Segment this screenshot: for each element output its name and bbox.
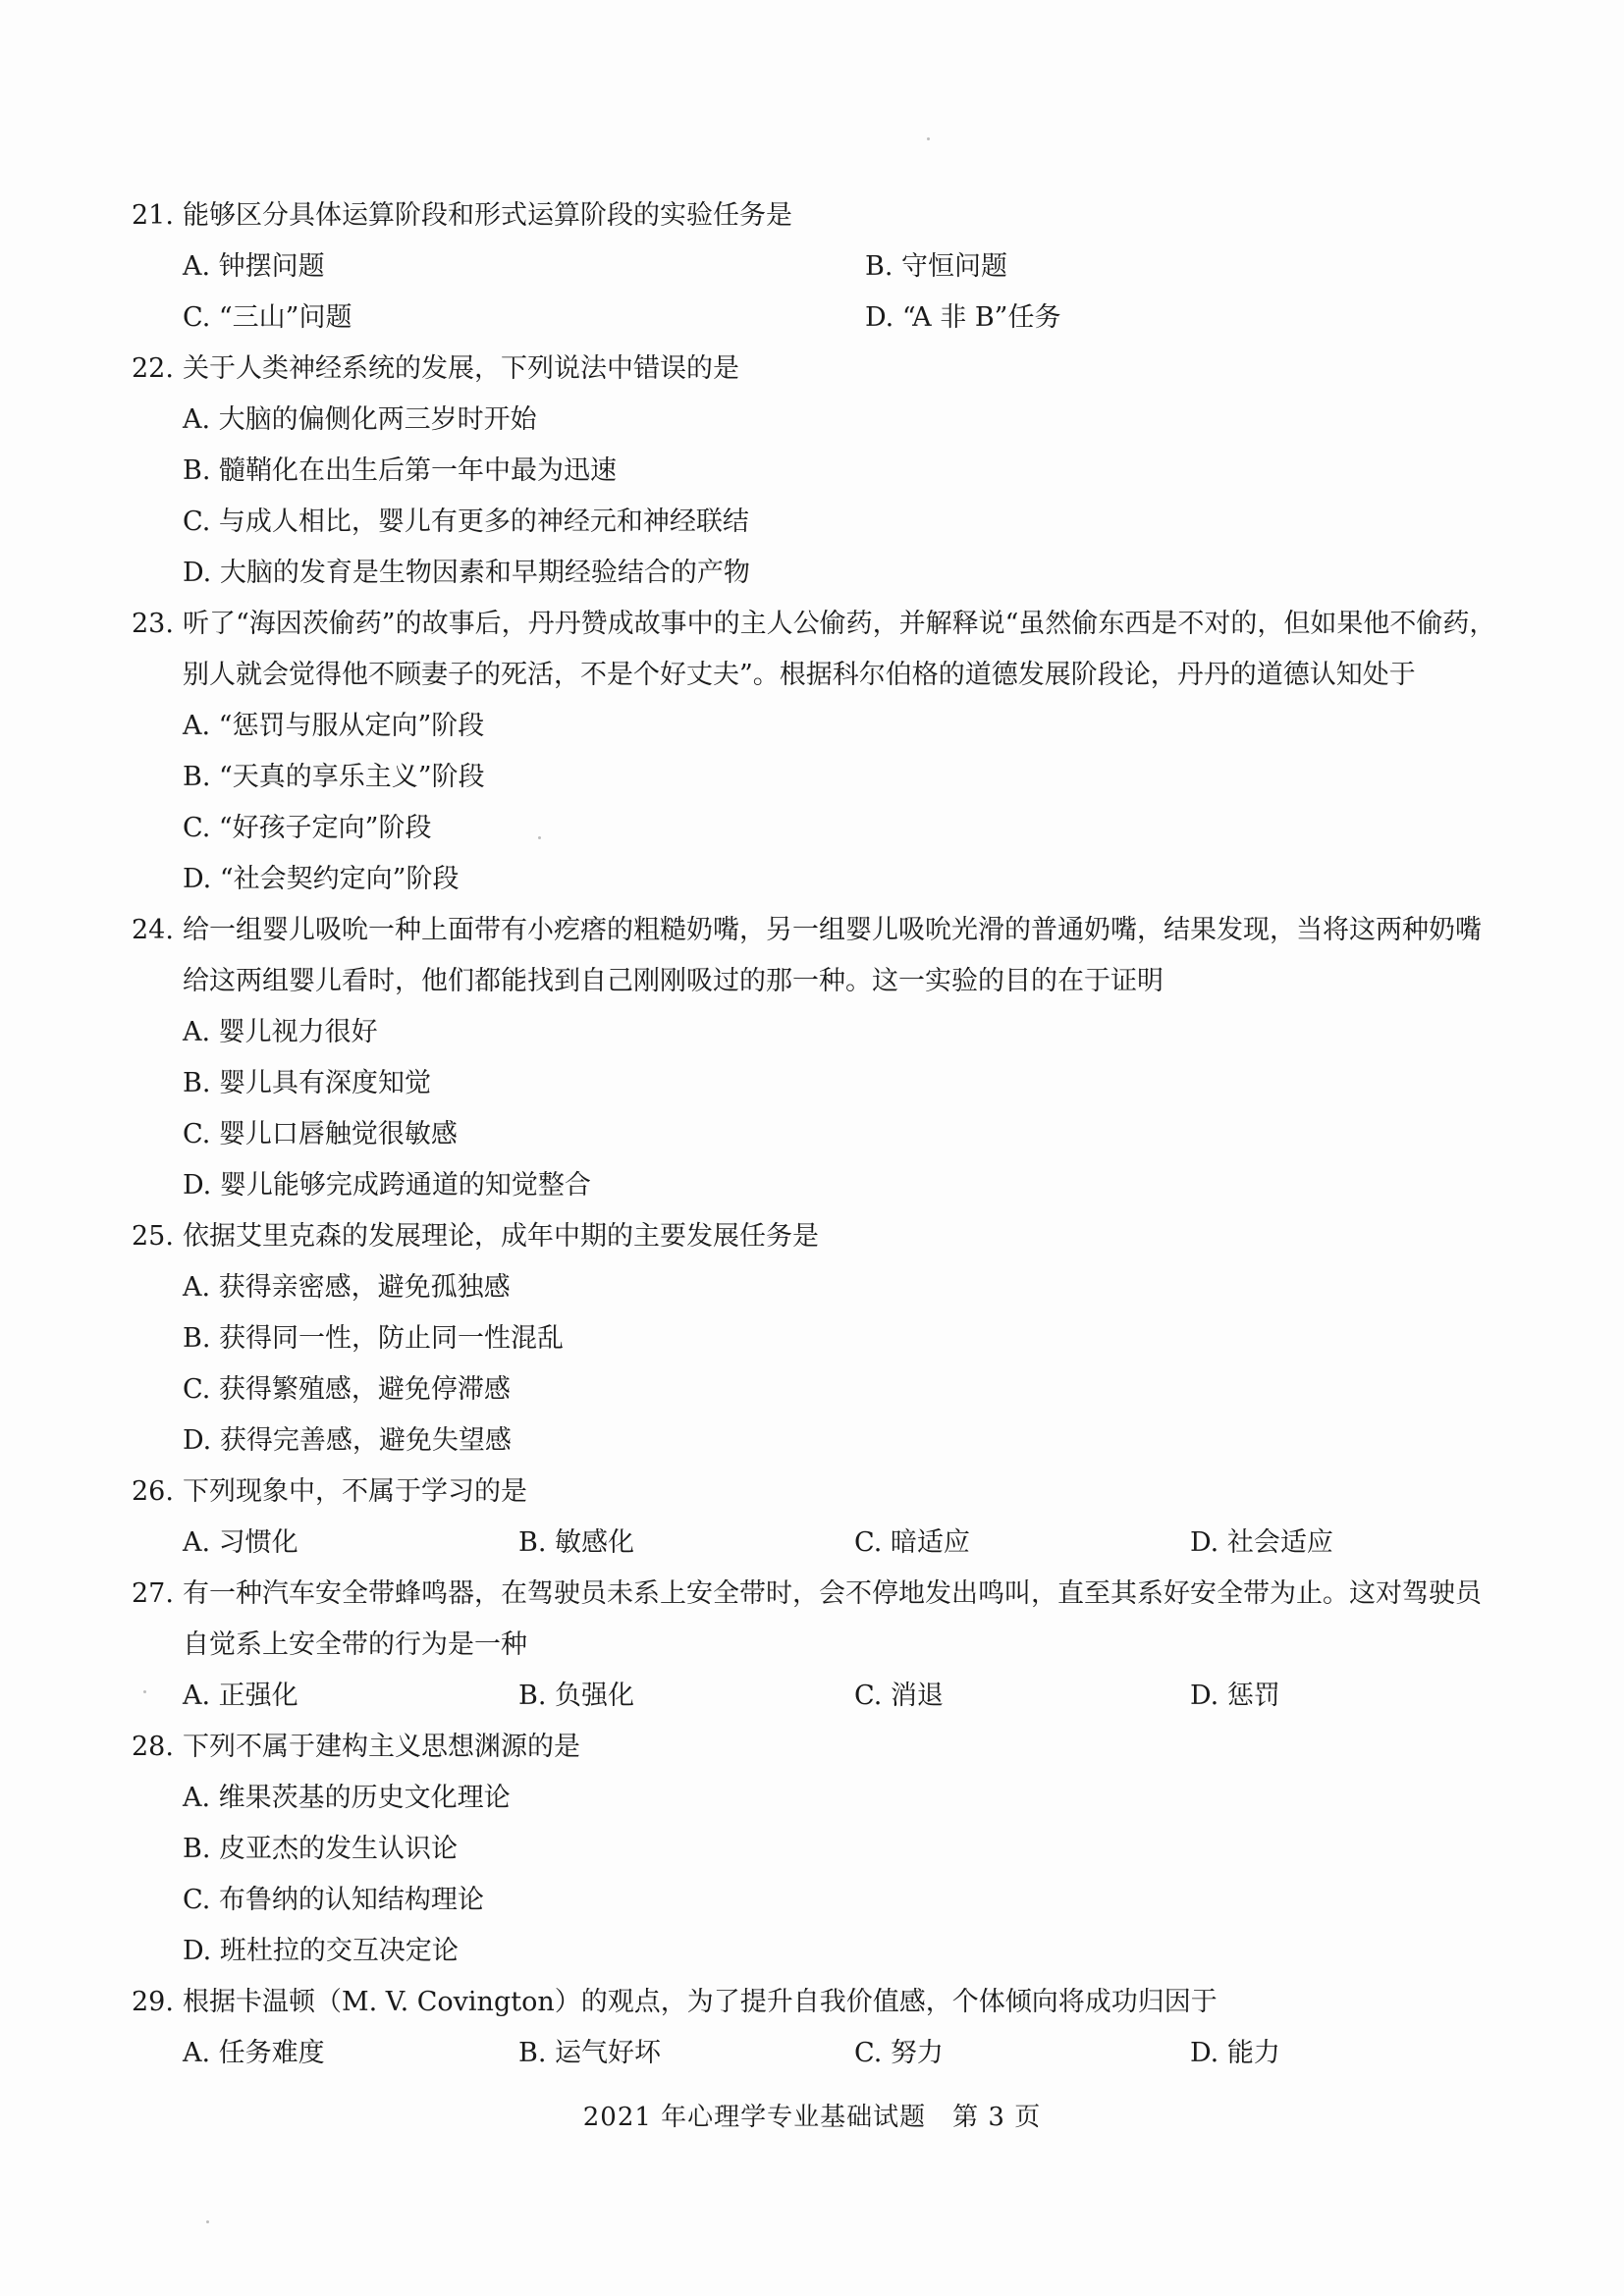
question-stem — [132, 1722, 1496, 1773]
question-stem — [132, 1977, 1496, 2028]
option-row — [132, 1671, 1496, 1722]
question-stem — [132, 344, 1496, 395]
question-text: 能够区分具体运算阶段和形式运算阶段的实验任务是 — [183, 200, 792, 231]
option-a: A. 婴儿视力很好 — [183, 1017, 378, 1047]
question-number: 22. — [132, 353, 174, 384]
option-d: D. 获得完善感，避免失望感 — [183, 1425, 512, 1456]
option-c: C. 布鲁纳的认知结构理论 — [183, 1885, 484, 1915]
option-b: B. 皮亚杰的发生认识论 — [183, 1834, 459, 1864]
question-25 — [132, 1211, 1496, 1467]
question-number: 28. — [132, 1732, 174, 1762]
question-26 — [132, 1467, 1496, 1569]
option-b: B. 负强化 — [518, 1681, 635, 1711]
question-number: 29. — [132, 1987, 174, 2017]
question-text: 下列不属于建构主义思想渊源的是 — [183, 1732, 580, 1762]
question-24 — [132, 905, 1496, 1211]
question-text: 给一组婴儿吸吮一种上面带有小疙瘩的粗糙奶嘴，另一组婴儿吸吮光滑的普通奶嘴，结果发现，当将这两种奶嘴给这两组婴儿看时，他们都能找到自己刚刚吸过的那一种。这一实验的目的在于证明 — [183, 915, 1482, 996]
option-list — [132, 1007, 1496, 1211]
question-text: 下列现象中，不属于学习的是 — [183, 1476, 527, 1507]
option-d: D. “A 非 B”任务 — [865, 302, 1061, 333]
question-number: 21. — [132, 200, 174, 231]
option-c: C. “好孩子定向”阶段 — [183, 813, 432, 843]
question-list — [132, 190, 1496, 2079]
question-22 — [132, 344, 1496, 599]
option-a: A. 正强化 — [183, 1681, 298, 1711]
question-23 — [132, 599, 1496, 905]
question-number: 25. — [132, 1221, 174, 1252]
question-number: 26. — [132, 1476, 174, 1507]
question-number: 27. — [132, 1578, 174, 1609]
option-row — [132, 2028, 1496, 2079]
question-28 — [132, 1722, 1496, 1977]
question-stem — [132, 1467, 1496, 1518]
option-b: B. 运气好坏 — [518, 2038, 662, 2068]
question-text: 听了“海因茨偷药”的故事后，丹丹赞成故事中的主人公偷药，并解释说“虽然偷东西是不对的，但如果他不偷药，别人就会觉得他不顾妻子的死活，不是个好丈夫”。根据科尔伯格的道德发展阶段论，丹丹的道德认知处于 — [183, 609, 1496, 690]
question-text: 关于人类神经系统的发展，下列说法中错误的是 — [183, 353, 739, 384]
scan-speck — [206, 2220, 209, 2223]
question-27 — [132, 1569, 1496, 1722]
question-21 — [132, 190, 1496, 344]
option-d: D. 惩罚 — [1190, 1681, 1280, 1711]
option-a: A. 大脑的偏侧化两三岁时开始 — [183, 404, 537, 435]
question-29 — [132, 1977, 1496, 2079]
option-b: B. 守恒问题 — [865, 251, 1008, 282]
question-stem — [132, 905, 1496, 1007]
option-d: D. 能力 — [1190, 2038, 1280, 2068]
option-a: A. “惩罚与服从定向”阶段 — [183, 711, 485, 741]
option-c: C. 获得繁殖感，避免停滞感 — [183, 1374, 511, 1405]
option-b: B. 敏感化 — [518, 1527, 635, 1558]
option-d: D. “社会契约定向”阶段 — [183, 864, 460, 894]
option-b: B. 髓鞘化在出生后第一年中最为迅速 — [183, 455, 618, 486]
option-grid — [132, 241, 1496, 344]
question-number: 24. — [132, 915, 174, 945]
option-b: B. “天真的享乐主义”阶段 — [183, 762, 485, 792]
option-c: C. 婴儿口唇触觉很敏感 — [183, 1119, 458, 1149]
option-a: A. 维果茨基的历史文化理论 — [183, 1783, 511, 1813]
question-text: 根据卡温顿（M. V. Covington）的观点，为了提升自我价值感，个体倾向将成功归因于 — [183, 1987, 1218, 2017]
option-c: C. 暗适应 — [854, 1527, 970, 1558]
question-stem — [132, 599, 1496, 701]
option-c: C. 消退 — [854, 1681, 944, 1711]
question-stem — [132, 1569, 1496, 1671]
page-footer: 2021 年心理学专业基础试题 第 3 页 — [582, 2103, 1042, 2132]
option-d: D. 社会适应 — [1190, 1527, 1333, 1558]
option-c: C. 与成人相比，婴儿有更多的神经元和神经联结 — [183, 507, 749, 537]
option-list — [132, 1262, 1496, 1467]
option-list — [132, 701, 1496, 905]
question-stem — [132, 190, 1496, 241]
option-c: C. “三山”问题 — [183, 302, 352, 333]
question-number: 23. — [132, 609, 174, 639]
option-list — [132, 1773, 1496, 1977]
option-list — [132, 395, 1496, 599]
question-text: 依据艾里克森的发展理论，成年中期的主要发展任务是 — [183, 1221, 819, 1252]
option-d: D. 大脑的发育是生物因素和早期经验结合的产物 — [183, 558, 750, 588]
option-b: B. 获得同一性，防止同一性混乱 — [183, 1323, 565, 1354]
scan-speck — [538, 836, 541, 839]
option-c: C. 努力 — [854, 2038, 944, 2068]
option-a: A. 钟摆问题 — [183, 251, 325, 282]
option-d: D. 班杜拉的交互决定论 — [183, 1936, 459, 1966]
option-row — [132, 1518, 1496, 1569]
scan-speck — [143, 1690, 146, 1693]
question-stem — [132, 1211, 1496, 1262]
option-b: B. 婴儿具有深度知觉 — [183, 1068, 432, 1098]
option-a: A. 获得亲密感，避免孤独感 — [183, 1272, 511, 1303]
option-d: D. 婴儿能够完成跨通道的知觉整合 — [183, 1170, 591, 1201]
option-a: A. 习惯化 — [183, 1527, 298, 1558]
scan-speck — [927, 137, 930, 140]
option-a: A. 任务难度 — [183, 2038, 325, 2068]
question-text: 有一种汽车安全带蜂鸣器，在驾驶员未系上安全带时，会不停地发出鸣叫，直至其系好安全带为止。这对驾驶员自觉系上安全带的行为是一种 — [183, 1578, 1482, 1660]
